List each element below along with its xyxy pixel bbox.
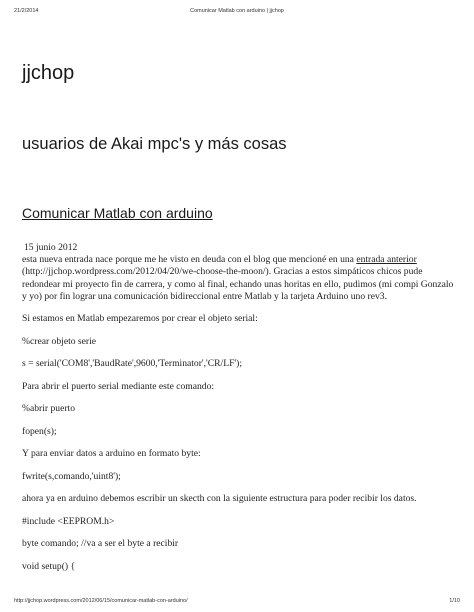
- print-url: http://jjchop.wordpress.com/2012/06/15/comunicar-matlab-con-arduino/: [14, 598, 188, 604]
- intro-link-url: (http://jjchop.wordpress.com/2012/04/20/we-choose-the-moon/): [22, 266, 269, 278]
- code-line: void setup() {: [22, 560, 76, 572]
- post-content: [22, 254, 454, 573]
- code-comment: %abrir puerto: [22, 403, 76, 415]
- entrada-anterior-link[interactable]: entrada anterior: [356, 254, 417, 265]
- code-line: s = serial('COM8','BaudRate',9600,'Terminator','CR/LF');: [22, 358, 243, 370]
- code-comment: %crear objeto serie: [22, 335, 97, 347]
- post-title[interactable]: Comunicar Matlab con arduino: [22, 205, 213, 221]
- print-page-number: 1/10: [449, 598, 460, 604]
- intro-paragraph: [22, 254, 454, 303]
- code-line: fopen(s);: [22, 425, 57, 437]
- post-date: 15 junio 2012: [24, 242, 78, 253]
- paragraph: Para abrir el puerto serial mediante este comando:: [22, 380, 215, 392]
- print-page-title: Comunicar Matlab con arduino | jjchop: [190, 8, 284, 14]
- intro-text: esta nueva entrada nace porque me he visto en deuda con el blog que mencioné en una: [22, 254, 357, 265]
- paragraph: ahora ya en arduino debemos escribir un skecth con la siguiente estructura para poder recibir los datos.: [22, 493, 417, 505]
- print-date: 21/2/2014: [14, 8, 39, 14]
- paragraph: Si estamos en Matlab empezaremos por crear el objeto serial:: [22, 313, 258, 325]
- paragraph: Y para enviar datos a arduino en formato byte:: [22, 448, 201, 460]
- site-title[interactable]: jjchop: [22, 62, 75, 84]
- code-line: fwrite(s,comando,'uint8');: [22, 470, 121, 482]
- code-line: byte comando; //va a ser el byte a recibir: [22, 538, 179, 550]
- code-line: #include <EEPROM.h>: [22, 515, 115, 527]
- intro-text-continued: . Gracias a estos simpáticos chicos pude redondear mi proyecto fin de carrera, y como al final, echando unas horitas en ello, pudimos (mi compi Gonzalo y yo) por fin lograr una comunicación bidireccional entre Matlab y la tarjeta Arduino uno rev3.: [22, 266, 454, 302]
- site-description: usuarios de Akai mpc's y más cosas: [22, 135, 287, 153]
